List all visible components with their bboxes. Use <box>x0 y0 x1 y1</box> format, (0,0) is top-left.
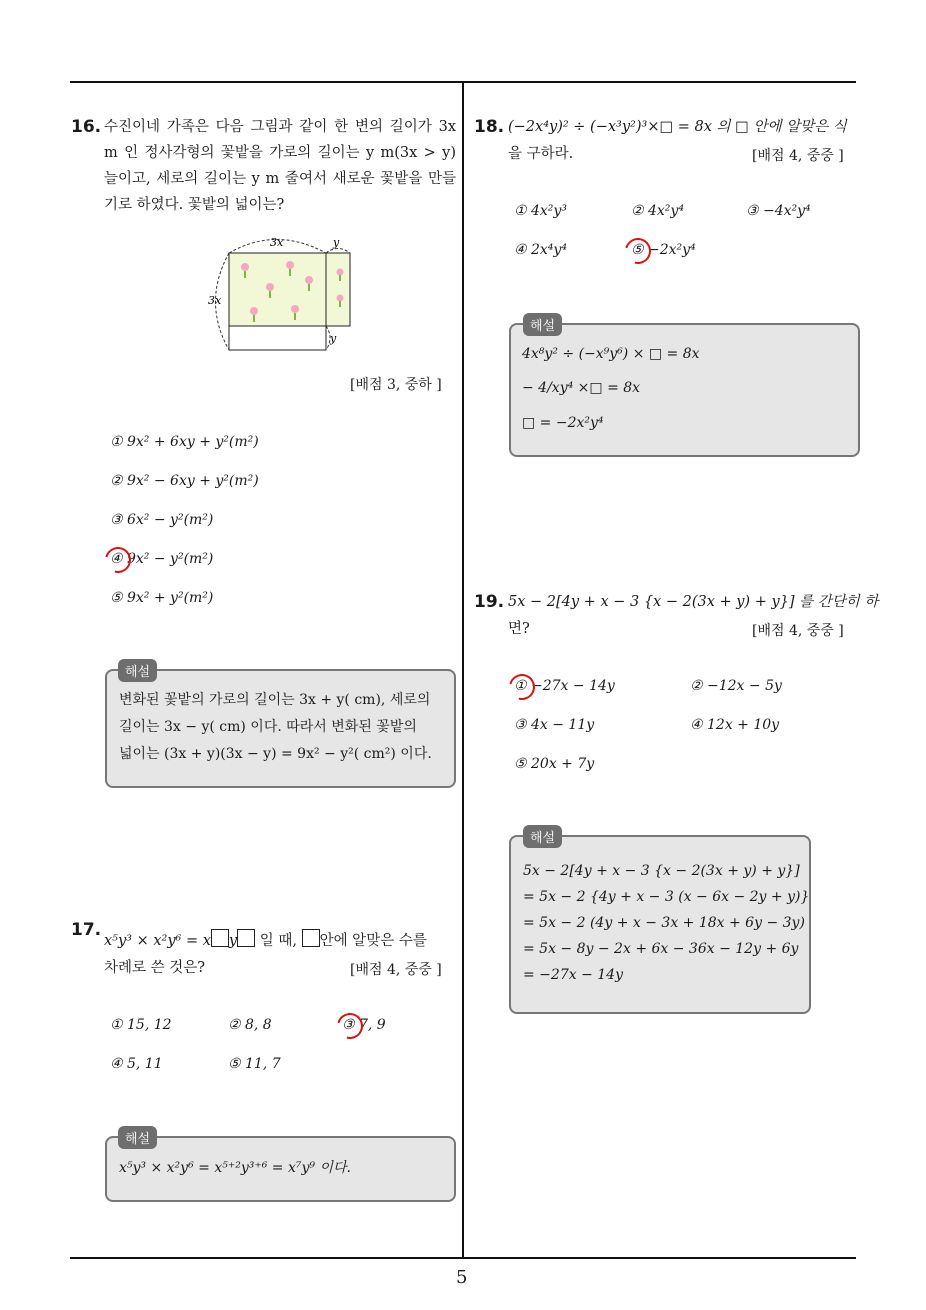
q17-blank-ref <box>302 929 320 947</box>
q17-option-5[interactable]: ⑤ 11, 7 <box>228 1056 281 1072</box>
question-16-number: 16. <box>71 117 102 137</box>
q18-answer-mark <box>620 233 656 269</box>
question-19-number: 19. <box>474 592 505 612</box>
question-19-line-1: 5x − 2[4y + x − 3 {x − 2(3x + y) + y}] 를 간단히 하 <box>508 594 879 610</box>
question-18-line-2: 을 구하라. <box>508 146 574 162</box>
q19-explanation-line-1: 5x − 2[4y + x − 3 {x − 2(3x + y) + y}] <box>523 863 800 879</box>
q19-explanation-line-3: = 5x − 2 (4y + x − 3x + 18x + 6y − 3y) <box>523 915 805 931</box>
question-19-score-tag: [배점 4, 중중 ] <box>752 623 844 639</box>
question-17-number: 17. <box>71 920 102 940</box>
figure-label-top-right: y <box>333 236 340 249</box>
q16-explanation-label: 해설 <box>118 659 157 682</box>
q18-explanation-line-3: □ = −2x²y⁴ <box>522 415 604 431</box>
q16-option-1[interactable]: ① 9x² + 6xy + y²(m²) <box>110 434 259 450</box>
q17-explanation-label: 해설 <box>118 1126 157 1149</box>
q18-option-5[interactable]: ⑤ −2x²y⁴ <box>631 242 696 258</box>
figure-label-left: 3x <box>208 294 222 307</box>
question-17-score-tag: [배점 4, 중중 ] <box>350 962 442 978</box>
q17-instruction: 안에 알맞은 수를 <box>319 933 427 949</box>
q18-option-2[interactable]: ② 4x²y⁴ <box>631 203 684 219</box>
q18-option-1[interactable]: ① 4x²y³ <box>514 203 567 219</box>
question-18-line-1: (−2x⁴y)² ÷ (−x³y²)³×□ = 8x 의 □ 안에 알맞은 식 <box>508 119 847 135</box>
q18-option-4[interactable]: ④ 2x⁴y⁴ <box>514 242 567 258</box>
column-divider <box>462 83 464 1258</box>
question-17-line-2: 차례로 쓴 것은? <box>104 960 206 976</box>
page-number: 5 <box>456 1267 468 1288</box>
q16-option-3[interactable]: ③ 6x² − y²(m²) <box>110 512 214 528</box>
q19-answer-mark <box>504 669 540 705</box>
q16-option-5[interactable]: ⑤ 9x² + y²(m²) <box>110 590 214 606</box>
q18-explanation-label: 해설 <box>523 313 562 336</box>
q17-explanation-line-1: x⁵y³ × x²y⁶ = x⁵⁺²y³⁺⁶ = x⁷y⁹ 이다. <box>119 1160 351 1176</box>
q17-blank-2 <box>237 929 255 947</box>
q19-explanation-line-5: = −27x − 14y <box>523 967 623 983</box>
q16-explanation-line-3: 넓이는 (3x + y)(3x − y) = 9x² − y²( cm²) 이다. <box>119 746 432 762</box>
flowerbed-figure <box>200 232 360 356</box>
q19-option-5[interactable]: ⑤ 20x + 7y <box>514 756 595 772</box>
q17-blank-1 <box>211 929 229 947</box>
q19-explanation-label: 해설 <box>523 825 562 848</box>
q18-explanation-line-1: 4x⁸y² ÷ (−x⁹y⁶) × □ = 8x <box>522 346 700 362</box>
q19-option-3[interactable]: ③ 4x − 11y <box>514 717 595 733</box>
question-19-line-2: 면? <box>508 621 530 637</box>
question-18-number: 18. <box>474 117 505 137</box>
q18-option-3[interactable]: ③ −4x²y⁴ <box>746 203 811 219</box>
q17-expression: x⁵y³ × x²y⁶ = x <box>104 933 211 949</box>
q16-option-4[interactable]: ④ 9x² − y²(m²) <box>110 551 214 567</box>
q17-answer-mark <box>332 1008 368 1044</box>
q16-explanation-line-2: 길이는 3x − y( cm) 이다. 따라서 변화된 꽃밭의 <box>119 719 417 735</box>
question-17-line-1 <box>104 928 427 954</box>
q18-explanation-line-2: − 4/xy⁴ ×□ = 8x <box>522 380 641 396</box>
figure-label-top: 3x <box>270 236 284 249</box>
bottom-rule <box>70 1257 856 1259</box>
q17-option-2[interactable]: ② 8, 8 <box>228 1017 272 1033</box>
q19-explanation-line-4: = 5x − 8y − 2x + 6x − 36x − 12y + 6y <box>523 941 799 957</box>
q17-option-1[interactable]: ① 15, 12 <box>110 1017 172 1033</box>
q16-answer-mark <box>100 542 136 578</box>
question-16-text: 수진이네 가족은 다음 그림과 같이 한 변의 길이가 3x m 인 정사각형의 꽃밭을 가로의 길이는 y m(3x > y) 늘이고, 세로의 길이는 y m 줄여서 새로운 꽃밭을 만들기로 하였다. 꽃밭의 넓이는? <box>104 119 456 213</box>
q17-option-4[interactable]: ④ 5, 11 <box>110 1056 163 1072</box>
question-16-score-tag: [배점 3, 중하 ] <box>350 377 442 393</box>
q17-connector: 일 때, <box>255 933 302 949</box>
figure-label-bottom-right: y <box>330 332 337 345</box>
q19-option-2[interactable]: ② −12x − 5y <box>690 678 782 694</box>
question-18-score-tag: [배점 4, 중중 ] <box>752 148 844 164</box>
q16-option-2[interactable]: ② 9x² − 6xy + y²(m²) <box>110 473 259 489</box>
q19-option-1[interactable]: ① −27x − 14y <box>514 678 615 694</box>
q17-y: y <box>228 933 238 949</box>
q16-explanation-line-1: 변화된 꽃밭의 가로의 길이는 3x + y( cm), 세로의 <box>119 692 431 708</box>
q19-explanation-line-2: = 5x − 2 {4y + x − 3 (x − 6x − 2y + y)} <box>523 889 810 905</box>
q19-option-4[interactable]: ④ 12x + 10y <box>690 717 780 733</box>
q17-option-3[interactable]: ③ 7, 9 <box>342 1017 386 1033</box>
